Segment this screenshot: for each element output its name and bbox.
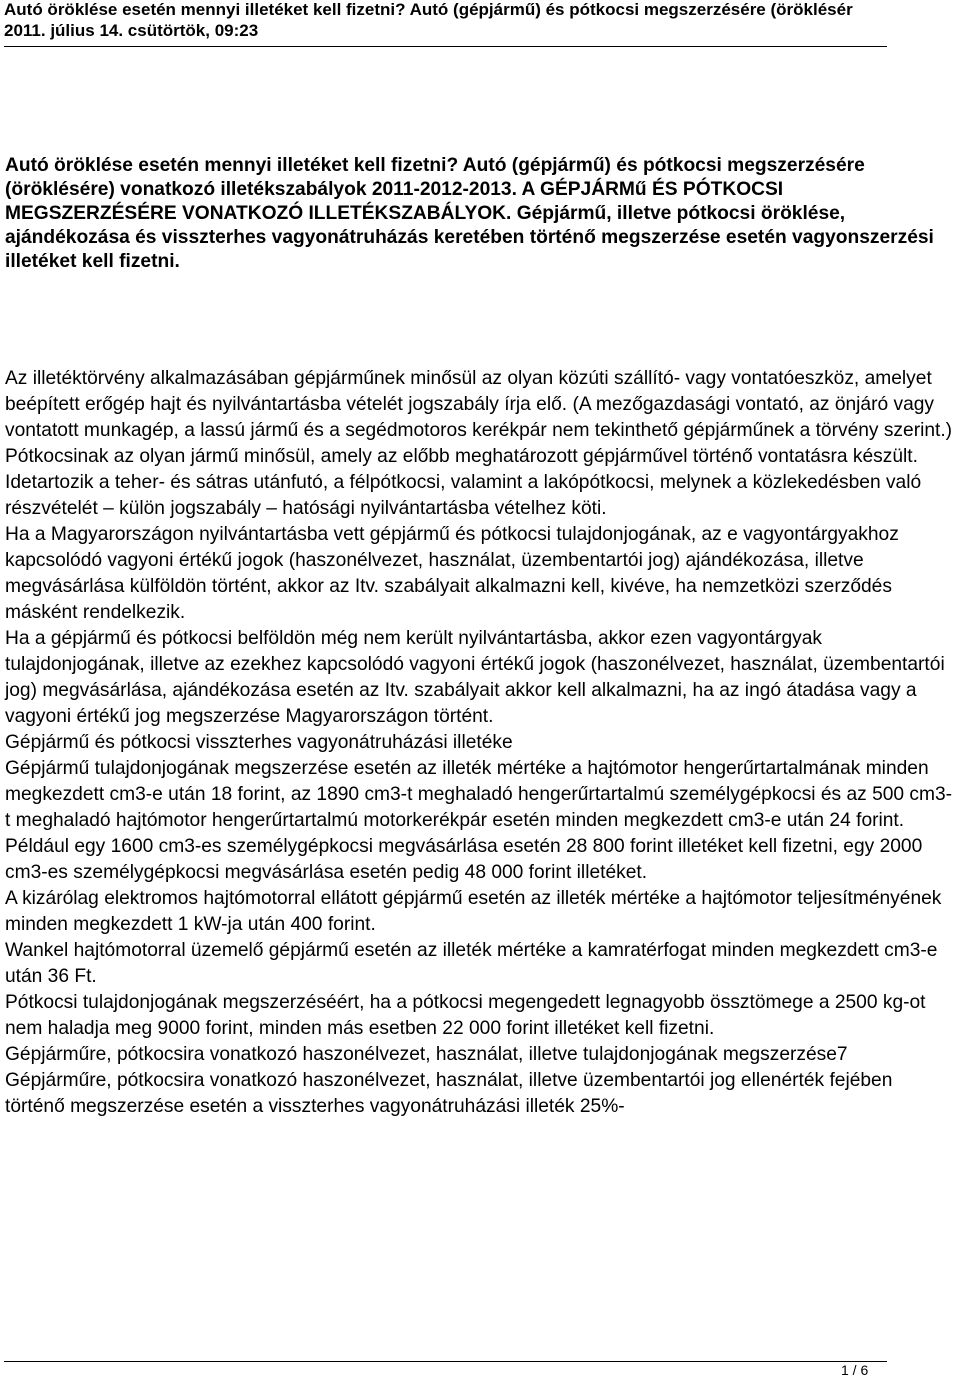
paragraph: Pótkocsi tulajdonjogának megszerzéséért, ha a pótkocsi megengedett legnagyobb össztömege a 2500 kg-ot nem haladja meg 9000 forint, minden más esetben 22 000 forint illetéket kell fizetni. (5, 992, 926, 1039)
page-header (4, 0, 954, 41)
article-body (5, 366, 955, 1120)
intro-paragraph: Autó öröklése esetén mennyi illetéket kell fizetni? Autó (gépjármű) és pótkocsi megszerzésére (öröklésére) vonatkozó illetékszabályok 2011-2012-2013. A GÉPJÁRMű ÉS PÓTKOCSI MEGSZERZÉSÉRE VONATKOZÓ ILLETÉKSZABÁLYOK. Gépjármű, illetve pótkocsi öröklése, ajándékozása és visszterhes vagyonátruházás keretében történő megszerzése esetén vagyonszerzési illetéket kell fizetni. (5, 155, 934, 272)
paragraph: Gépjármű tulajdonjogának megszerzése esetén az illeték mértéke a hajtómotor hengerűrtartalmának minden megkezdett cm3-e után 18 forint, az 1890 cm3-t meghaladó hengerűrtartalmú személygépkocsi és az 500 cm3-t meghaladó hajtómotor hengerűrtartalmú motorkerékpár esetén minden megkezdett cm3-e után 24 forint. (5, 758, 953, 831)
footer-divider (4, 1361, 887, 1362)
paragraph: beépített erőgép hajt és nyilvántartásba vételét jogszabály írja elő. (A mezőgazdasági vontató, az önjáró vagy vontatott munkagép, a lassú jármű és a segédmotoros kerékpár nem tekinthető gépjárműnek a törvény szerint.) (5, 394, 953, 441)
paragraph: Pótkocsinak az olyan jármű minősül, amely az előbb meghatározott gépjárművel történő vontatásra készült. Idetartozik a teher- és sátras utánfutó, a félpótkocsi, valamint a lakópótkocsi, melynek a közlekedésben való részvételét – külön jogszabály – hatósági nyilvántartásba vételhez köti. (5, 446, 922, 519)
paragraph: Például egy 1600 cm3-es személygépkocsi megvásárlása esetén 28 800 forint illetéket kell fizetni, egy 2000 cm3-es személygépkocsi megvásárlása esetén pedig 48 000 forint illetéket. (5, 836, 923, 883)
paragraph: A kizárólag elektromos hajtómotorral ellátott gépjármű esetén az illeték mértéke a hajtómotor teljesítményének minden megkezdett 1 kW-ja után 400 forint. (5, 888, 942, 935)
paragraph: Az illetéktörvény alkalmazásában gépjárműnek minősül az olyan közúti szállító- vagy vontatóeszköz, amelyet (5, 368, 932, 389)
section-heading: Gépjármű és pótkocsi visszterhes vagyonátruházási illetéke (5, 732, 513, 753)
paragraph: Ha a gépjármű és pótkocsi belföldön még nem került nyilvántartásba, akkor ezen vagyontárgyak tulajdonjogának, illetve az ezekhez kapcsolódó vagyoni értékű jogok (haszonélvezet, használat, üzembentartói jog) megvásárlása, ajándékozása esetén az Itv. szabályait akkor kell alkalmazni, ha az ingó átadása vagy a vagyoni értékű jog megszerzése Magyarországon történt. (5, 628, 945, 727)
page-number: 1 / 6 (841, 1362, 869, 1378)
header-date: 2011. július 14. csütörtök, 09:23 (4, 21, 259, 40)
header-title: Autó öröklése esetén mennyi illetéket kell fizetni? Autó (gépjármű) és pótkocsi megszerzésére (öröklésér (4, 0, 853, 19)
paragraph: Gépjárműre, pótkocsira vonatkozó haszonélvezet, használat, illetve tulajdonjogának megszerzése7 (5, 1044, 848, 1065)
header-divider (4, 46, 887, 47)
paragraph: Ha a Magyarországon nyilvántartásba vett gépjármű és pótkocsi tulajdonjogának, az e vagyontárgyakhoz kapcsolódó vagyoni értékű jogok (haszonélvezet, használat, üzembentartói jog) ajándékozása, illetve megvásárlása külföldön történt, akkor az Itv. szabályait alkalmazni kell, kivéve, ha nemzetközi szerződés másként rendelkezik. (5, 524, 899, 623)
paragraph: Wankel hajtómotorral üzemelő gépjármű esetén az illeték mértéke a kamratérfogat minden megkezdett cm3-e után 36 Ft. (5, 940, 938, 987)
paragraph: Gépjárműre, pótkocsira vonatkozó haszonélvezet, használat, illetve üzembentartói jog ellenérték fejében történő megszerzése esetén a visszterhes vagyonátruházási illeték 25%- (5, 1070, 893, 1117)
